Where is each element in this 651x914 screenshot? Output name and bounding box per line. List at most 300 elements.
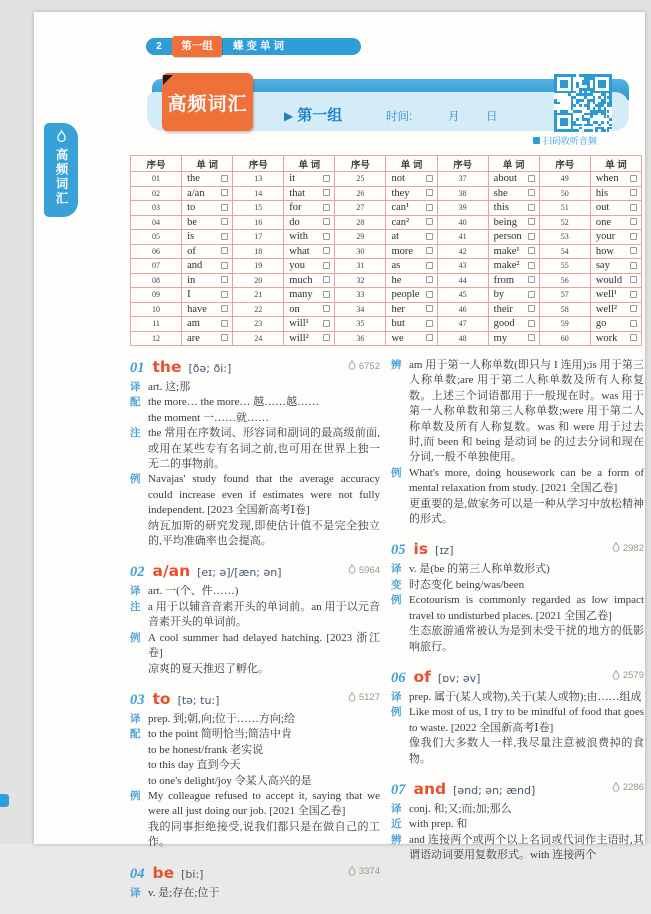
word-checkbox [323,233,330,240]
word-checkbox [630,305,637,312]
word-cell: but [386,317,437,332]
entry-row-text: art. 这;那 [148,381,191,393]
word-number: 16 [233,215,284,230]
word-cell: we [386,331,437,346]
word-cell: with [284,230,335,245]
entry-row-label: 译 [391,690,402,703]
entry-word: and [413,779,447,798]
word-checkbox [426,175,433,182]
entry-number: 01 [130,360,145,376]
entry-row [391,624,644,655]
entry-row-text: the more… the more… 越……越…… [148,396,320,409]
word-cell: at [386,230,437,245]
entry-phonetic: [tə; tu:] [177,693,220,707]
word-cell: many [284,288,335,303]
word-number: 08 [131,273,182,288]
word-number: 13 [233,172,284,187]
word-checkbox [323,291,330,298]
word-cell: be [182,215,233,230]
entry-row [130,472,380,518]
word-number: 59 [539,317,590,332]
header-num: 序号 [233,156,284,172]
entry-row [130,758,380,773]
entry-row-text: with prep. 和 [409,818,468,831]
word-number: 07 [131,259,182,274]
entry-word: the [152,358,182,376]
entry-row-label [130,774,148,789]
word-checkbox [221,320,228,327]
entry-row-label: 例 [391,706,402,719]
entry-phonetic: [bi:] [181,867,204,881]
word-number: 31 [335,259,386,274]
entry-word: a/an [152,562,191,581]
group-tab-badge: 第一组 [172,36,222,57]
entry-aan [130,562,380,676]
word-number: 51 [539,201,590,216]
word-checkbox [221,218,228,225]
flame-icon [55,130,68,145]
entry-header [391,540,644,559]
word-number: 38 [437,186,488,201]
word-cell: my [488,331,539,346]
word-cell: make¹ [488,244,539,259]
header-word: 单 词 [182,156,233,172]
entry-number: 07 [391,781,406,798]
entry-header [130,358,380,377]
entry-row [391,736,644,767]
entry-row-label: 译 [130,585,141,598]
word-cell: is [182,230,233,245]
table-row [131,273,642,288]
word-number: 02 [131,186,182,201]
word-checkbox [426,233,433,240]
entry-row-text: and 连接两个或两个以上名词或代词作主语时,其谓语动词要用复数形式。with 连接两个 [409,833,644,862]
word-cell: by [488,288,539,303]
entry-row [130,411,380,426]
word-checkbox [528,320,535,327]
book-title-badge: 蝶变单词 [219,38,361,55]
word-cell: people [386,288,437,303]
word-checkbox [426,262,433,269]
entry-row-text: art. 一(个、件……) [148,585,239,598]
entry-row [130,631,380,662]
word-checkbox [323,334,330,341]
entry-and [391,780,644,864]
word-number: 25 [335,172,386,187]
entry-row-text: to be honest/frank 老实说 [148,743,264,756]
entry-row-label [130,758,148,773]
entry-row-text: Like most of us, I try to be mindful of food that goes to waste. [2022 全国新高考Ⅰ卷] [409,706,644,734]
word-checkbox [221,247,228,254]
entry-row-text: conj. 和;又;而;加;那么 [409,802,512,815]
word-number: 46 [437,302,488,317]
word-number: 30 [335,244,386,259]
word-cell: she [488,186,539,201]
entry-row-label [130,743,148,758]
word-number: 24 [233,331,284,346]
word-number: 12 [131,331,182,346]
word-number: 55 [539,259,590,274]
word-number: 27 [335,201,386,216]
word-cell: when [590,172,641,187]
word-cell: as [386,259,437,274]
entry-row-label: 例 [130,473,141,486]
entry-word: of [413,667,431,686]
entry-row-text: to one's delight/joy 令某人高兴的是 [148,774,312,787]
entry-row-text: prep. 属于(某人或物),关于(某人或物);由……组成 [409,690,642,703]
entry-row-label: 注 [130,427,141,440]
word-checkbox [426,291,433,298]
word-cell: what [284,244,335,259]
entry-word: to [152,689,171,708]
header-word: 单 词 [590,156,641,172]
entry-phonetic: [ðə; ði:] [188,362,232,375]
word-checkbox [221,276,228,283]
word-cell: can¹ [386,201,437,216]
word-checkbox [221,175,228,182]
entry-row-text: 生态旅游通常被认为是到未受干扰的地方的低影响旅行。 [409,625,644,653]
entry-row [391,802,644,817]
group-heading-label: 第一组 [297,107,343,124]
word-checkbox [221,291,228,298]
word-number: 39 [437,201,488,216]
header-num: 序号 [335,156,386,172]
flame-icon [347,564,357,576]
word-cell: say [590,259,641,274]
entry-phonetic: [eɪ; ə]/[æn; ən] [197,566,282,580]
entry-row-label: 例 [130,631,141,644]
word-checkbox [323,204,330,211]
word-cell: of [182,244,233,259]
entry-number: 03 [130,691,145,708]
entry-row-label: 变 [391,578,402,591]
entry-row-label [130,411,148,426]
entry-row-text: v. 是(be 的第三人称单数形式) [409,563,550,576]
entry-header [130,690,380,709]
word-checkbox [426,334,433,341]
word-checkbox [528,233,535,240]
sidebar-tab-label: 高频词汇 [54,148,68,206]
word-number: 36 [335,331,386,346]
word-cell: go [590,317,641,332]
header-word: 单 词 [386,156,437,172]
word-checkbox [426,305,433,312]
word-number: 60 [539,331,590,346]
word-cell: a/an [182,186,233,201]
word-checkbox [630,189,637,196]
word-checkbox [528,204,535,211]
entry-header [391,668,644,687]
word-cell: not [386,172,437,187]
word-cell: this [488,201,539,216]
frequency-count: 2286 [622,782,644,794]
entry-row-label [130,820,148,851]
entry-row [391,466,644,497]
table-row [131,331,642,346]
word-checkbox [426,276,433,283]
entry-row [130,743,380,758]
word-checkbox [528,175,535,182]
word-cell: work [590,331,641,346]
day-label: 日 [486,111,498,123]
word-number: 58 [539,302,590,317]
word-cell: and [182,259,233,274]
table-row [131,215,642,230]
time-label: 时间: [386,111,413,123]
entry-header [130,562,380,581]
triangle-bullet-icon: ▶ [284,109,294,123]
table-row [131,302,642,317]
entry-row-text: to this day 直到今天 [148,759,241,772]
table-row [131,172,642,187]
frequency-count: 6752 [358,360,380,372]
entry-row [130,789,380,820]
word-checkbox [426,189,433,196]
word-checkbox [630,218,637,225]
entry-to [130,690,380,851]
entry-row-label: 辨 [391,833,402,846]
word-cell: am [182,317,233,332]
entry-number: 04 [130,865,145,882]
entry-row [391,578,644,593]
header-num: 序号 [539,156,590,172]
word-checkbox [221,189,228,196]
entry-row [391,497,644,528]
month-label: 月 [448,111,460,123]
word-checkbox [528,218,535,225]
entry-be [130,864,380,901]
word-checkbox [221,204,228,211]
entry-row-label: 例 [391,594,402,607]
word-checkbox [323,276,330,283]
word-number: 06 [131,244,182,259]
word-checkbox [426,218,433,225]
word-number: 15 [233,201,284,216]
entry-row-text: prep. 到;朝,向;位于……方向;给 [148,712,295,725]
word-cell: do [284,215,335,230]
word-checkbox [426,204,433,211]
word-number: 29 [335,230,386,245]
word-number: 23 [233,317,284,332]
word-cell: well¹ [590,288,641,303]
word-cell: are [182,331,233,346]
word-cell: well² [590,302,641,317]
entry-row-label: 译 [130,381,141,393]
flame-icon [347,692,357,704]
word-checkbox [630,291,637,298]
entry-phonetic: [ɒv; əv] [437,671,481,685]
word-checkbox [323,305,330,312]
word-cell: can² [386,215,437,230]
word-number: 11 [131,317,182,332]
entry-row-label: 近 [391,818,402,831]
flame-icon [347,866,357,878]
entry-the [130,358,380,549]
word-cell: have [182,302,233,317]
word-cell: good [488,317,539,332]
word-cell: how [590,244,641,259]
word-checkbox [323,262,330,269]
entry-row-text: What's more, doing housework can be a form of mental relaxation from study. [2021 全国乙卷] [409,466,644,495]
entry-row-text: 像我们大多数人一样,我尽量注意被浪费掉的食物。 [409,737,644,765]
word-checkbox [630,204,637,211]
word-number: 50 [539,186,590,201]
table-row [131,186,642,201]
entry-row-text: Ecotourism is commonly regarded as low impact travel to undisturbed places. [2021 全国乙卷] [409,594,644,622]
word-cell: will¹ [284,317,335,332]
flame-icon [347,360,357,372]
entry-row-text: a 用于以辅音音素开头的单词前。an 用于以元音音素开头的单词前。 [148,600,380,629]
word-cell: out [590,201,641,216]
word-number: 48 [437,331,488,346]
entry-row [391,690,644,705]
entry-frequency [347,360,380,372]
word-checkbox [528,291,535,298]
entry-phonetic: [ənd; ən; ænd] [453,783,536,797]
table-row [131,230,642,245]
entry-row-text: 凉爽的夏天推迟了孵化。 [148,662,269,675]
word-number: 09 [131,288,182,303]
word-checkbox [323,247,330,254]
word-checkbox [528,276,535,283]
header-num: 序号 [131,156,182,172]
entry-row-label: 辨 [391,359,402,371]
entry-row-label [391,497,409,528]
entry-continuation [391,358,644,527]
word-number: 52 [539,215,590,230]
entry-row [130,886,380,901]
table-row [131,201,642,216]
entry-number: 06 [391,669,406,686]
entries-right-column [391,358,644,877]
word-checkbox [323,189,330,196]
entry-row-text: am 用于第一人称单数(即只与 I 连用);is 用于第三人称单数;are 用于第二人称单数及所有人称复数。上述三个词语都用于一般现在时。was 用于第一人称单数和第三人称单数;were 用于第二人称单数及所有人称复数。was 和 were 用于过去时,而 been 和 being 是动词 be 的过去分词和现在分词,一般不单独使用。 [409,359,644,464]
word-checkbox [630,276,637,283]
entry-row-label: 配 [130,728,141,741]
word-number: 57 [539,288,590,303]
frequency-count: 5127 [358,692,380,704]
entry-row-label [130,519,148,550]
frequency-count: 2579 [622,670,644,682]
word-cell: their [488,302,539,317]
word-number: 33 [335,288,386,303]
book-page [34,12,645,899]
entry-row-text: My colleague refused to accept it, saying that we were all just doing our job. [2021 全国乙卷] [148,789,380,818]
entry-header [391,780,644,799]
word-cell: they [386,186,437,201]
entry-row-label [391,624,409,655]
word-cell: on [284,302,335,317]
word-checkbox [221,334,228,341]
word-checkbox [221,262,228,269]
word-number: 43 [437,259,488,274]
entry-row [391,833,644,864]
qr-caption-icon [533,137,540,144]
entry-row [130,774,380,789]
qr-caption-text: 扫码收听音频 [543,136,598,146]
word-cell: the [182,172,233,187]
table-row [131,317,642,332]
word-number: 44 [437,273,488,288]
entry-frequency [611,782,644,794]
table-header-row [131,156,642,172]
entry-row-text: the 常用在序数词、形容词和副词的最高级前面,或用在某些专有名词之前,也可用在世界上独一无二的事物前。 [148,427,380,471]
sidebar-tab-vocab [44,123,78,217]
word-number: 21 [233,288,284,303]
word-number: 03 [131,201,182,216]
entry-row-label: 配 [130,396,141,409]
page-number-badge: 2 [146,38,172,55]
entry-frequency [611,670,644,682]
word-number: 42 [437,244,488,259]
flame-icon [611,670,621,682]
flame-icon [611,542,621,554]
entry-row-text: v. 是;存在;位于 [148,886,220,899]
word-number: 01 [131,172,182,187]
frequency-count: 2982 [622,542,644,554]
word-number: 19 [233,259,284,274]
table-row [131,244,642,259]
entry-row [391,358,644,466]
word-checkbox [528,334,535,341]
entry-row [130,820,380,851]
word-number: 10 [131,302,182,317]
section-title: 高频词汇 [162,73,253,131]
header-num: 序号 [437,156,488,172]
entry-row-label: 例 [391,466,402,479]
word-number: 49 [539,172,590,187]
word-number: 20 [233,273,284,288]
entry-row [130,712,380,727]
entry-row-label [391,736,409,767]
entry-row [391,705,644,736]
word-number: 14 [233,186,284,201]
word-checkbox [630,262,637,269]
word-number: 05 [131,230,182,245]
word-cell: his [590,186,641,201]
word-checkbox [630,233,637,240]
entry-frequency [347,564,380,576]
word-cell: it [284,172,335,187]
entry-row-text: A cool summer had delayed hatching. [2023 浙江卷] [148,631,380,660]
word-cell: your [590,230,641,245]
word-checkbox [323,218,330,225]
word-cell: I [182,288,233,303]
entry-row-text: to the point 简明恰当;简洁中肯 [148,728,292,741]
word-checkbox [630,334,637,341]
entry-phonetic: [ɪz] [435,544,454,558]
word-cell: that [284,186,335,201]
entry-row [130,727,380,742]
entry-row-text: 时态变化 being/was/been [409,578,525,591]
word-cell: will² [284,331,335,346]
entry-frequency [611,542,644,554]
word-number: 41 [437,230,488,245]
frequency-count: 3374 [358,866,380,878]
entry-row-text: 我的同事拒绝接受,说我们都只是在做自己的工作。 [148,820,380,849]
entry-row [391,817,644,832]
entry-row-label: 注 [130,600,141,613]
top-bar [146,36,361,57]
entry-row [130,380,380,395]
entry-row [130,426,380,472]
word-number: 53 [539,230,590,245]
frequency-count: 5964 [358,564,380,576]
word-checkbox [323,320,330,327]
table-row [131,288,642,303]
word-number: 26 [335,186,386,201]
entry-row-text: the moment 一……就…… [148,411,269,424]
